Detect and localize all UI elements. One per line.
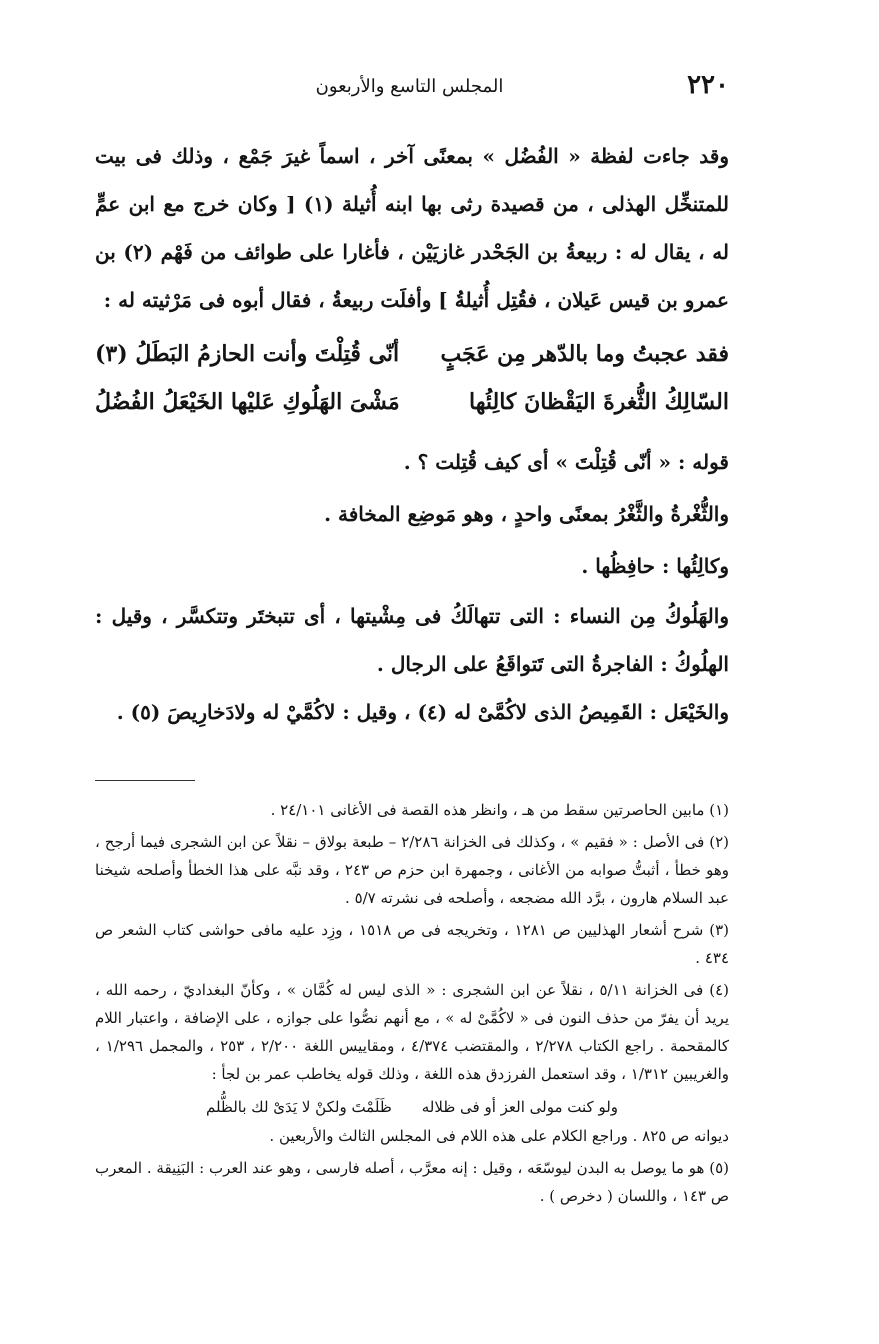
poem xyxy=(95,330,729,426)
explanation-line: والثُّغْرةُ والثَّغْرُ بمعنًى واحدٍ ، وهو مَوضِع المخافة . xyxy=(324,502,729,526)
footnote: (٣) شرح أشعار الهذليين ص ١٢٨١ ، وتخريجه فى ص ١٥١٨ ، وزِد عليه مافى حواشى كتاب الشعر ص ٤٣٤ . xyxy=(95,921,729,967)
running-head: المجلس التاسع والأربعون xyxy=(315,76,504,97)
footnote-verse-second: ظَلَمْتَ ولكنْ لا يَدَىْ لك بالظُّلم xyxy=(205,1098,392,1116)
footnote-verse xyxy=(95,1092,729,1122)
khayal-paragraph: والخَيْعَل : القَمِيصُ الذى لاكُمَّىْ له (٤) ، وقيل : لاكُمَّيْ له ولادَخارِيصَ (٥) . xyxy=(116,700,729,724)
verse-line xyxy=(95,378,729,426)
footnote: (٥) هو ما يوصل به البدن ليوسّعَه ، وقيل : إنه معرَّب ، أصله فارسى ، وهو عند العرب : البَنِيقة . المعرب ص ١٤٣ ، واللسان ( دخرص ) . xyxy=(95,1159,729,1205)
page-header xyxy=(90,70,729,106)
footnote: ديوانه ص ٨٢٥ . وراجع الكلام على هذه اللام فى المجلس الثالث والأربعين . xyxy=(269,1127,729,1145)
explanation-line: قوله : « أنّى قُتِلْتَ » أى كيف قُتِلت ؟ . xyxy=(403,450,729,474)
verse-second-hemistich: أنّى قُتِلْتَ وأنت الحازمُ البَطَلُ (٣) xyxy=(95,341,400,367)
intro-paragraph: وقد جاءت لفظة « الفُضُل » بمعنًى آخر ، اسماً غيرَ جَمْع ، وذلك فى بيت للمتنخِّل الهذلى ، من قصيدة رثى بها ابنه أُثيلة (١) [ وكان خرج مع ابن عمٍّ له ، يقال له : ربيعةُ بن الجَحْدر غازيَيْن ، فأغارا على طوائف من فَهْم (٢) بن عمرو بن قيس عَيلان ، فقُتِل أُثيلةُ ] وأفلَت ربيعةُ ، فقال أبوه فى مَرْثيته له : xyxy=(95,144,730,312)
main-text xyxy=(95,132,729,736)
footnote-verse-first: ولو كنت مولى العز أو فى ظلاله xyxy=(421,1098,619,1116)
verse-first-hemistich: السّالِكُ الثُّغرةَ اليَقْظانَ كالِئُها xyxy=(469,389,729,415)
footnote: (٢) فى الأصل : « فقيم » ، وكذلك فى الخزانة ٢/٢٨٦ – طبعة بولاق – نقلاً عن ابن الشجرى فيما أرجح ، وهو خطأ ، أثبتُّ صوابه من الأغانى ، وجمهرة ابن حزم ص ٢٤٣ ، وقد نبَّه على هذا الخطأ وأصلحه شيخنا عبد السلام هارون ، برَّد الله مضجعه ، وأصلحه فى نشرته ٥/٧ . xyxy=(95,833,729,907)
page-number: ٢٢٠ xyxy=(687,70,729,100)
footnote-divider xyxy=(95,780,195,781)
verse-line xyxy=(95,330,729,378)
footnotes xyxy=(95,796,729,1214)
footnote: (٤) فى الخزانة ٥/١١ ، نقلاً عن ابن الشجرى : « الذى ليس له كُمَّان » ، وكأنّ البغداديّ ، رحمه الله ، يريد أن يفرّ من حذف النون فى « لاكُمَّىْ له » ، مع أنهم نصُّوا على جوازه ، على الإضافة ، واعتبار اللام كالمقحمة . راجع الكتاب ٢/٢٧٨ ، والمقتضب ٤/٣٧٤ ، ومقاييس اللغة ٢/٢٠٠ ، ٢٥٣ ، والمجمل ١/٢٩٦ ، والغريبين ١/٣١٢ ، وقد استعمل الفرزدق هذه اللغة ، وذلك قوله يخاطب عمر بن لجأ : xyxy=(95,981,730,1083)
verse-second-hemistich: مَشْىَ الهَلُوكِ عَليْها الخَيْعَلُ الفُضُلُ xyxy=(95,389,400,415)
footnote: (١) مابين الحاصرتين سقط من هـ ، وانظر هذه القصة فى الأغانى ٢٤/١٠١ . xyxy=(270,801,729,819)
verse-first-hemistich: فقد عجبتُ وما بالدّهر مِن عَجَبٍ xyxy=(440,341,729,367)
halouk-paragraph: والهَلُوكُ مِن النساء : التى تتهالَكُ فى مِشْيتها ، أى تتبختَر وتتكسَّر ، وقيل : الهلُوكُ : الفاجرةُ التى تَتواقَعُ على الرجال . xyxy=(95,604,729,676)
explanation-line: وكالِئُها : حافِظُها . xyxy=(581,554,729,578)
